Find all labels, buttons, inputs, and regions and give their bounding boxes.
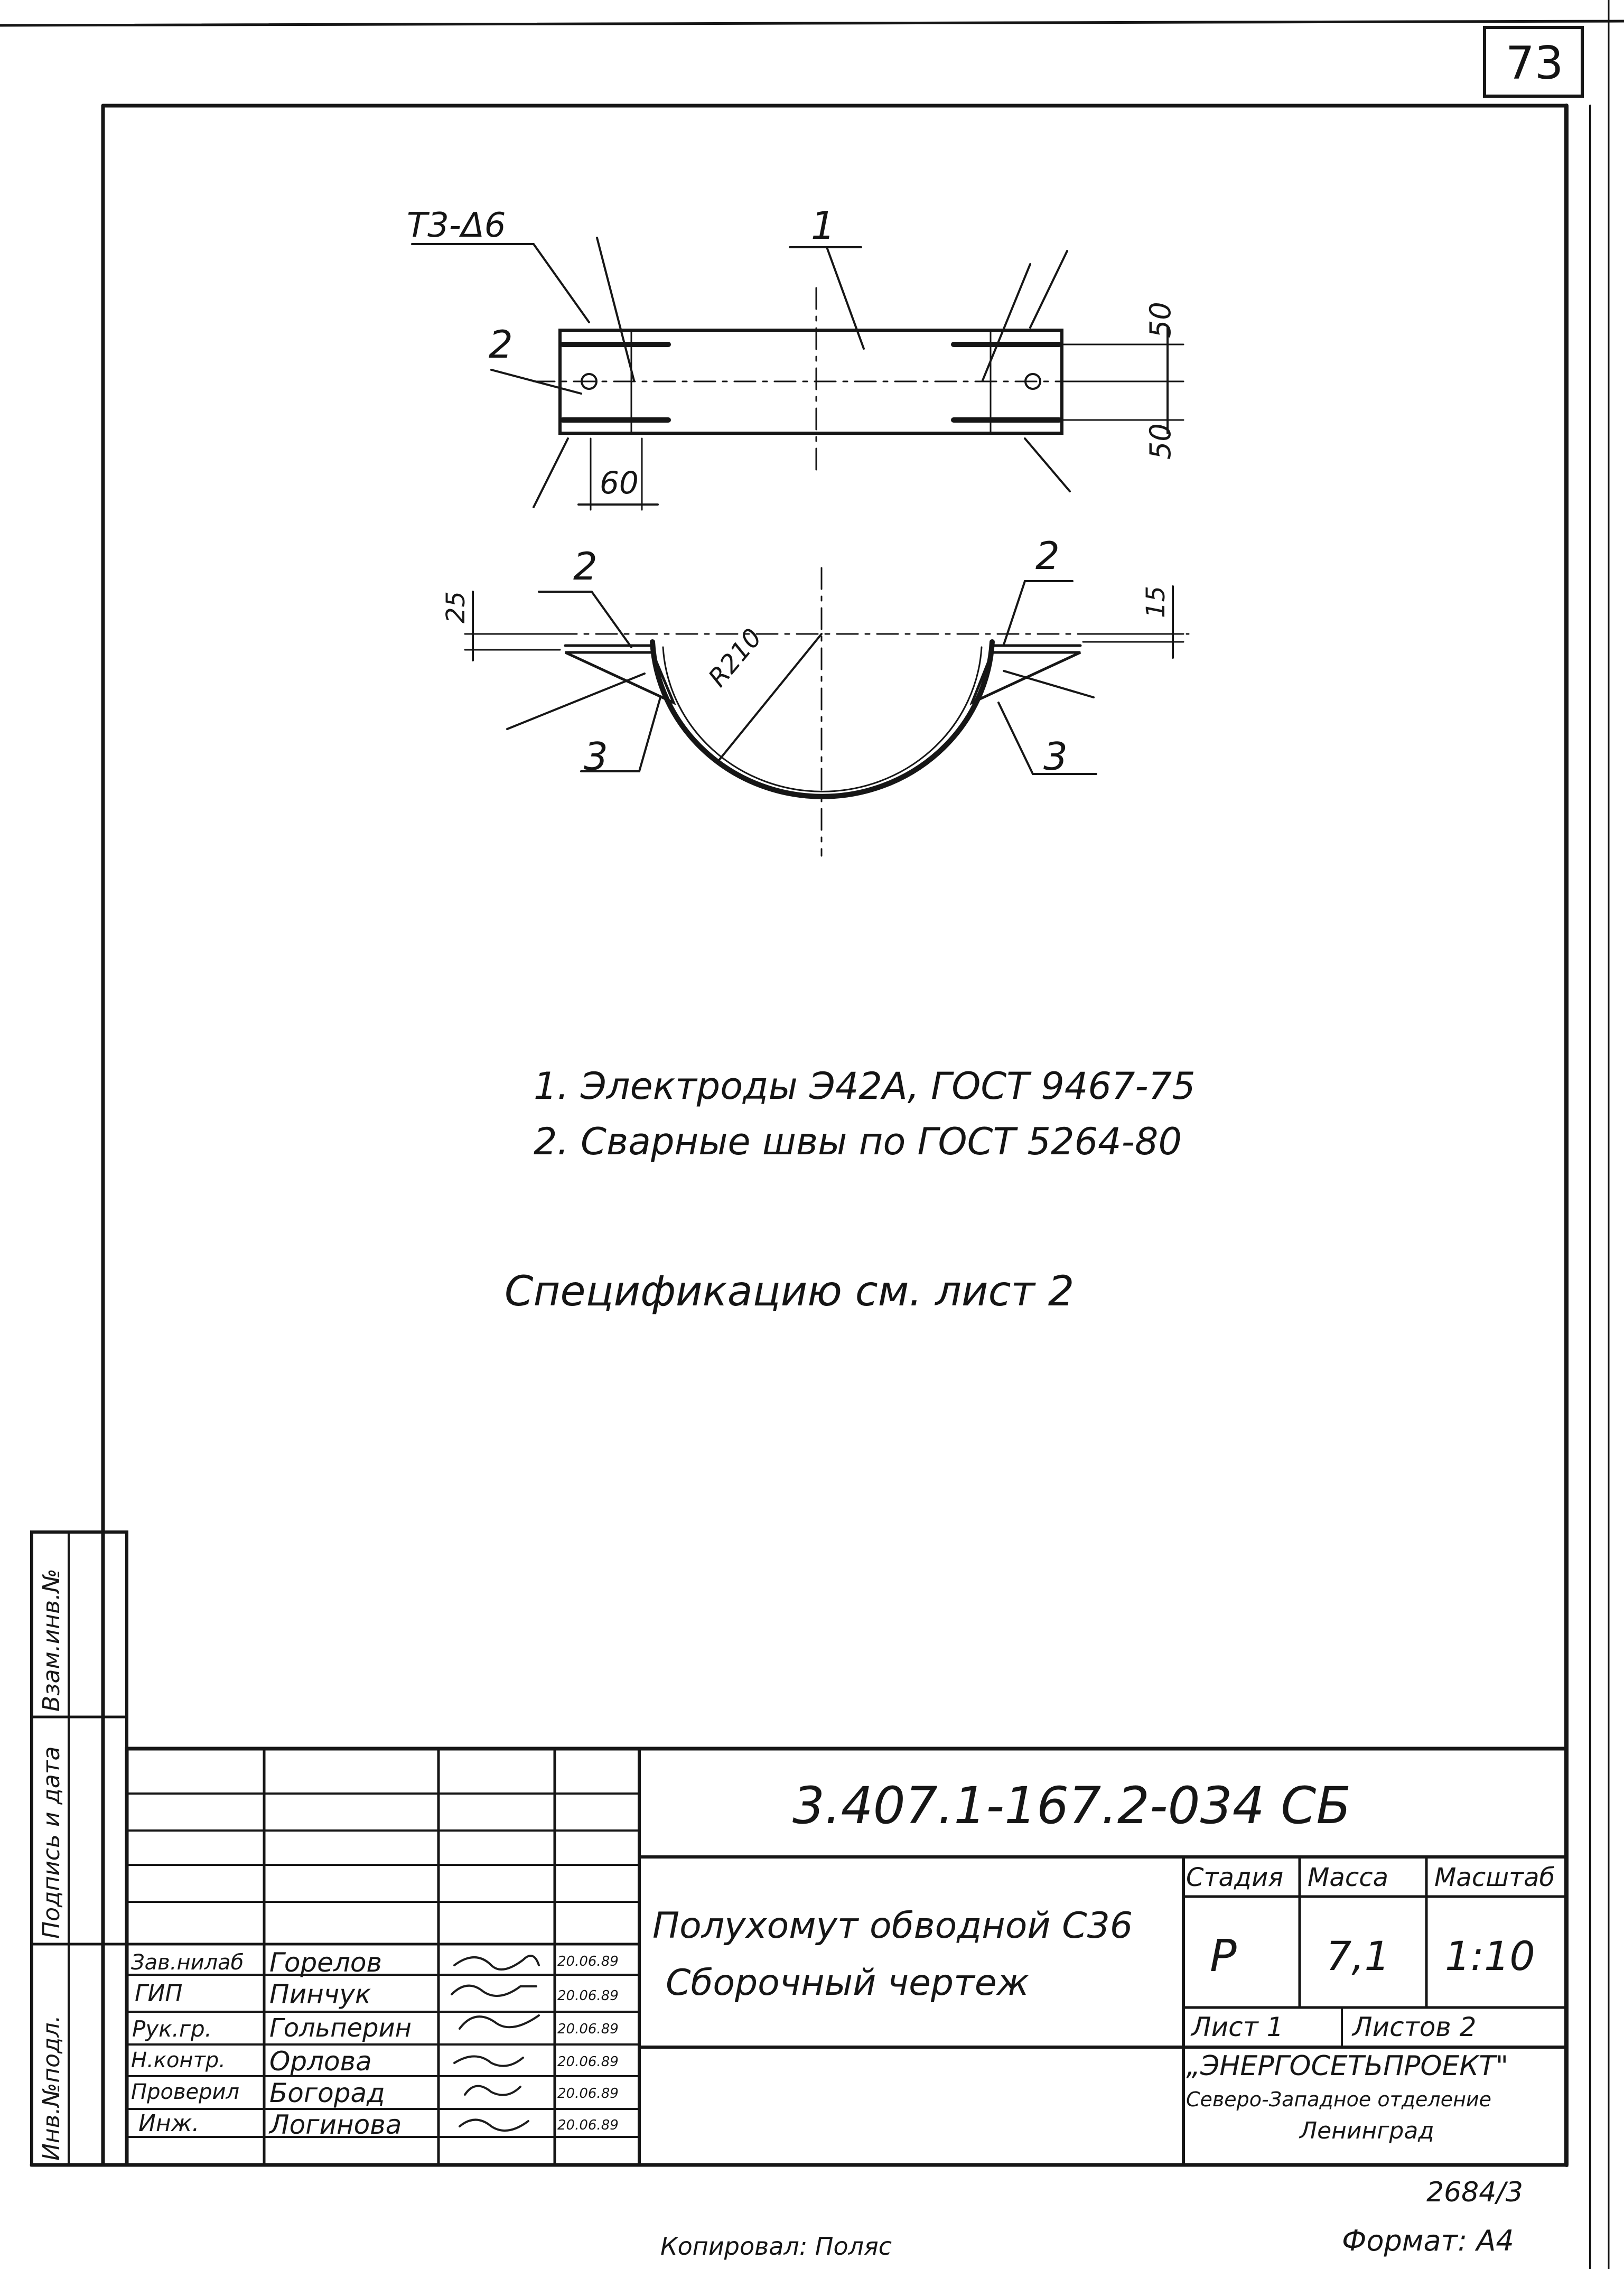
signature-date: 20.06.89 (557, 1988, 619, 2004)
side-stamp-sign-date: Подпись и дата (38, 1746, 65, 1939)
organization-line-1: „ЭНЕРГОСЕТЬПРОЕКТ" (1186, 2050, 1508, 2082)
weld-symbol-callout: Т3-Δ6 (407, 206, 506, 245)
signature-name: Орлова (269, 2046, 372, 2077)
organization-line-3: Ленинград (1300, 2117, 1434, 2144)
signature-name: Богорад (269, 2078, 385, 2108)
signature-role: Зав.нилаб (131, 1950, 244, 1975)
mass-header: Масса (1308, 1863, 1389, 1892)
scale-header: Масштаб (1434, 1863, 1555, 1892)
sheet-label: Лист 1 (1191, 2012, 1284, 2042)
signature-role: Н.контр. (131, 2048, 226, 2072)
organization-line-2: Северо-Западное отделение (1186, 2088, 1491, 2111)
mass-value: 7,1 (1326, 1932, 1390, 1979)
signature-role: Рук.гр. (132, 2016, 212, 2042)
part-3-callout-left: 3 (584, 734, 608, 779)
signature-date: 20.06.89 (557, 1954, 619, 1969)
note-2: 2. Сварные швы по ГОСТ 5264-80 (534, 1120, 1182, 1163)
sheets-label: Листов 2 (1352, 2012, 1477, 2042)
radius-dimension: R210 (703, 623, 768, 693)
specification-reference: Спецификацию см. лист 2 (505, 1268, 1075, 1315)
signature-role: Проверил (131, 2080, 240, 2104)
dimension-50-bottom: 50 (1144, 423, 1177, 460)
note-1: 1. Электроды Э42А, ГОСТ 9467-75 (534, 1065, 1196, 1108)
dimension-15: 15 (1141, 585, 1171, 618)
part-1-callout: 1 (811, 203, 835, 248)
signature-date: 20.06.89 (557, 2086, 619, 2102)
side-stamp-replaced-inv: Взам.инв.№ (38, 1568, 65, 1712)
section-view (465, 568, 1189, 856)
part-2-callout-left: 2 (573, 544, 598, 589)
part-2-callout-top: 2 (489, 322, 513, 367)
part-2-callout-right: 2 (1035, 534, 1060, 578)
dimension-60: 60 (600, 465, 639, 501)
signature-date: 20.06.89 (557, 2021, 619, 2037)
stage-value: Р (1210, 1930, 1237, 1982)
title-line-1: Полухомут обводной С36 (652, 1905, 1133, 1947)
dimension-50-top: 50 (1144, 302, 1177, 338)
part-3-callout-right: 3 (1043, 734, 1068, 779)
top-edge-line (0, 21, 1624, 25)
signature-role: ГИП (135, 1980, 183, 2007)
dimension-25: 25 (441, 591, 471, 623)
document-code: 3.407.1-167.2-034 СБ (792, 1776, 1351, 1835)
signature-name: Пинчук (269, 1979, 371, 2010)
signature-scribbles (452, 1956, 539, 2131)
side-stamp-inv-orig: Инв.№подл. (38, 2015, 65, 2161)
signature-name: Горелов (269, 1947, 382, 1978)
order-number: 2684/3 (1426, 2177, 1523, 2208)
sheet-number: 73 (1506, 37, 1564, 90)
stage-header: Стадия (1186, 1863, 1284, 1892)
signature-date: 20.06.89 (557, 2054, 619, 2070)
signature-name: Гольперин (269, 2013, 412, 2043)
signature-name: Логинова (269, 2109, 402, 2140)
signature-role: Инж. (138, 2110, 200, 2137)
format-label: Формат: А4 (1342, 2224, 1514, 2257)
title-line-2: Сборочный чертеж (666, 1962, 1029, 2004)
top-view (412, 238, 1183, 510)
copied-by: Копировал: Поляс (660, 2232, 892, 2261)
signature-date: 20.06.89 (557, 2117, 619, 2133)
scale-value: 1:10 (1445, 1932, 1535, 1979)
